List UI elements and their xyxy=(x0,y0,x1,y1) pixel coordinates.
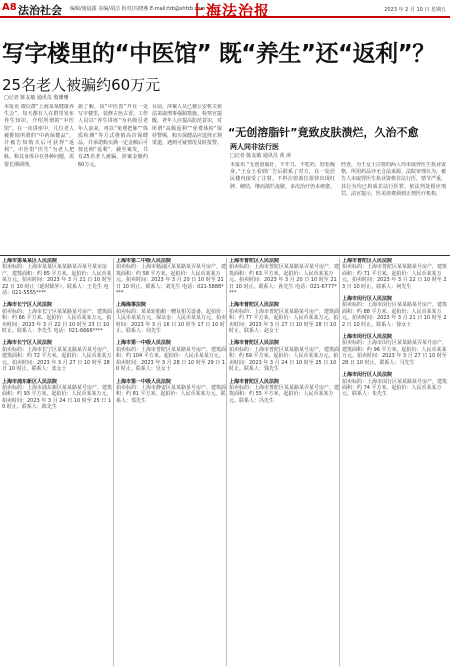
auction-notice xyxy=(229,340,339,372)
auction-notice xyxy=(229,258,339,296)
notice-column-3 xyxy=(229,258,339,666)
notice-text: 拍卖标的：上海市静安区某某路某号房产，建筑面积：约 81 平方米。起拍价：人民币某某万元。联系人：郑先生 xyxy=(116,384,226,404)
notice-title: 上海市普陀区人民法院 xyxy=(229,378,280,385)
notice-title: 上海市普陀区人民法院 xyxy=(229,258,280,264)
notice-text: 拍卖标的：上海市某某区某某路某弄某号某室房产，建筑面积：约 85 平方米。起拍价：人民币某某万元。拍卖时间：2023 年 3 月 21 日 10 时至 22 日 10 时止（延时除外）。联系人：王先生 电话：021-5555**** xyxy=(2,264,112,297)
story1-column-1: 本报讯 微信群“上海某某健康养生会”，每天都有人在群里发布养生知识，介绍所谓的“中医馆”。在一次讲座中，几位老人被推销所谓的“中药保健品”，并被告知购买后可获得“返利”。中医馆“医生”为老人把脉，称其身体存在各种问题，需要长期调理。 xyxy=(4,104,74,168)
story2-byline: □记者 陈友敏 通讯员 黄 涛 xyxy=(230,153,292,159)
auction-notice xyxy=(116,340,226,372)
story1-column-3: 目前，涉案人员已被公安机关依法采取刑事强制措施。检察官提醒，老年人应提高防范意识，对所谓“高额返利”“免费体检”保持警惕，购买保健品应选择正规渠道，遇到可疑情况及时报警。 xyxy=(152,104,222,147)
notice-text: 拍卖标的：上海市闵行区某某路某号房产，建筑面积：约 74 平方米。起拍价：人民币某某万元。联系人：朱先生 xyxy=(342,378,448,398)
section-title: 法治社会 xyxy=(18,4,62,17)
notice-title: 上海市长宁区人民法院 xyxy=(2,340,53,347)
auction-notice xyxy=(342,258,448,290)
notice-title: 上海市第一中级人民法院 xyxy=(116,378,172,385)
auction-notice xyxy=(229,302,339,334)
column-divider xyxy=(226,258,227,666)
notice-text: 拍卖标的：上海市普陀区某某路某弄某号房产，建筑面积：约 63 平方米。起拍价：人民币某某万元。拍卖时间：2023 年 3 月 20 日 10 时至 21 日 10 时止。联系人：孙先生 电话：021-6777**** xyxy=(229,264,339,297)
notice-title: 上海市普陀区人民法院 xyxy=(342,258,393,264)
notice-title: 上海市闵行区人民法院 xyxy=(342,372,393,379)
auction-notice xyxy=(342,334,448,366)
story2-column-2: 经查，为王女士注射的两人均未取得医生执业资格，所用药品亦无合法来源。法院审理认为，被告人未取得医生执业资格非法行医，情节严重，其行为均已构成非法行医罪，依法判处相应刑罚。法官提示，医美消费须到正规医疗机构。 xyxy=(341,162,446,197)
story2-subhead: 两人同非法行医 xyxy=(230,143,279,151)
notice-column-4 xyxy=(342,258,448,666)
notice-title: 上海海事法院 xyxy=(116,302,147,309)
story2-headline: “无创溶脂针”竟致皮肤溃烂，久治不愈 xyxy=(228,126,419,139)
auction-notice xyxy=(116,258,226,296)
notice-text: 拍卖标的：上海市普陀区某某路某号房产，建筑面积：约 104 平方米。起拍价：人民币某某万元。拍卖时间：2023 年 3 月 28 日 10 时至 29 日 10 时止。联系人：吴女士 xyxy=(116,346,226,373)
notice-title: 上海市闵行区人民法院 xyxy=(342,296,393,303)
notice-text: 拍卖标的：上海市闵行区某某路某号房产，建筑面积：约 88 平方米。起拍价：人民币某某万元。拍卖时间：2023 年 3 月 21 日 10 时至 22 日 10 时止。联系人：徐女士 xyxy=(342,302,448,328)
column-divider xyxy=(113,258,114,666)
notice-title: 上海市长宁区人民法院 xyxy=(2,302,53,309)
notice-column-1 xyxy=(2,258,112,666)
column-divider xyxy=(339,258,340,666)
story1-headline: 写字楼里的“中医馆” 既“养生”还“返利”？ xyxy=(2,41,435,67)
notice-text: 拍卖标的：上海市闵行区某某路某弄某号房产，建筑面积：约 96 平方米。起拍价：人民币某某万元。拍卖时间：2023 年 3 月 27 日 10 时至 28 日 10 时止。联系人：马先生 xyxy=(342,340,448,366)
notice-text: 拍卖标的：上海市杨浦区某某路某弄某号房产，建筑面积：约 58 平方米。起拍价：人民币某某万元。拍卖时间：2023 年 3 月 20 日 10 时至 21 日 10 时止。联系人：刘先生 电话：021-5888**** xyxy=(116,264,226,297)
notice-text: 拍卖标的：上海市浦东新区某某路某号房产，建筑面积：约 93 平方米。起拍价：人民币某某万元。拍卖时间：2023 年 3 月 24 日 10 时至 25 日 10 时止。联系人：陈先生 xyxy=(2,384,112,411)
notice-text: 拍卖标的：上海市长宁区某某路某号房产，建筑面积：约 66 平方米。起拍价：人民币某某万元。拍卖时间：2023 年 3 月 22 日 10 时至 23 日 10 时止。联系人：李先生 电话：021-6666**** xyxy=(2,308,112,335)
auction-notice xyxy=(2,340,112,372)
story1-subhead: 25名老人被骗约60万元 xyxy=(2,76,161,94)
auction-notice xyxy=(2,302,112,334)
newspaper-logo: 上海法治报 xyxy=(190,2,271,20)
notice-title: 上海市第一中级人民法院 xyxy=(116,340,172,347)
notice-text: 拍卖标的：上海市普陀区某某路某号房产，建筑面积：约 69 平方米。起拍价：人民币某某万元。拍卖时间：2023 年 3 月 24 日 10 时至 25 日 10 时止。联系人：钱先生 xyxy=(229,346,339,373)
notice-text: 拍卖标的：某某轮船舶一艘及相关设备。起拍价：人民币某某万元。保证金：人民币某某万元。拍卖时间：2023 年 3 月 16 日 10 时至 17 日 10 时止。联系人：周先生 xyxy=(116,308,226,335)
notice-text: 拍卖标的：上海市长宁区某某支路某弄某号房产，建筑面积：约 72 平方米。起拍价：人民币某某万元。拍卖时间：2023 年 3 月 27 日 10 时至 28 日 10 时止。联系人：张女士 xyxy=(2,346,112,373)
notice-column-2 xyxy=(116,258,226,666)
notice-title: 上海市普陀区人民法院 xyxy=(229,302,280,309)
notice-title: 上海市第某某区人民法院 xyxy=(2,258,58,264)
auction-notice xyxy=(116,379,226,405)
notice-title: 上海市普陀区人民法院 xyxy=(229,340,280,347)
story2-column-1: 本报讯 “无创溶脂针，不开刀、不吃药，轻松瘦身。”王女士看到广告后联系了对方，在一处居民楼内接受了注射。不料注射部位很快出现红肿、硬结，继而溃烂流脓，多次治疗仍未痊愈。 xyxy=(230,162,335,190)
notice-title: 上海市闵行区人民法院 xyxy=(342,334,393,341)
story1-byline: □记者 陈友敏 通讯员 殷珊珊 xyxy=(4,95,69,101)
notice-title: 上海市第二中级人民法院 xyxy=(116,258,172,264)
issue-date: 2023 年 2 月 10 日 星期五 xyxy=(384,7,446,13)
auction-notice xyxy=(2,258,112,296)
section-divider xyxy=(0,255,450,256)
auction-notice xyxy=(229,379,339,405)
page-number: A8 xyxy=(2,2,17,13)
notice-text: 拍卖标的：上海市普陀区某某路某弄某号房产，建筑面积：约 55 平方米。起拍价：人民币某某万元。联系人：冯先生 xyxy=(229,384,339,404)
editor-credits: 编辑/施晨露 美编/胡洁 校对/冯晓燕 E-mail:fzb@shfzb.com xyxy=(70,6,206,12)
auction-notice xyxy=(342,296,448,328)
story1-column-2: 据了解，该“中医馆”开在一处写字楼里，装修古色古香。工作人员以“养生讲座”为名吸引老年人前来，再以“免费把脉”“体质检测”等方式推销高价保健品，并承诺购买满一定金额后可按比例“返利”。截至案发，共有25名老人被骗，涉案金额约60万元。 xyxy=(78,104,148,168)
masthead xyxy=(0,0,450,18)
auction-notice xyxy=(342,372,448,398)
notice-text: 拍卖标的：上海市普陀区某某路某号房产，建筑面积：约 77 平方米。起拍价：人民币某某万元。拍卖时间：2023 年 3 月 27 日 10 时至 28 日 10 时止。联系人：赵女士 xyxy=(229,308,339,335)
auction-notice xyxy=(116,302,226,334)
notice-text: 拍卖标的：上海市普陀区某某路某号房产，建筑面积：约 71 平方米。起拍价：人民币某某万元。拍卖时间：2023 年 3 月 22 日 10 时至 23 日 10 时止。联系人：何先生 xyxy=(342,264,448,290)
auction-notice xyxy=(2,379,112,411)
notice-title: 上海市浦东新区人民法院 xyxy=(2,378,58,385)
